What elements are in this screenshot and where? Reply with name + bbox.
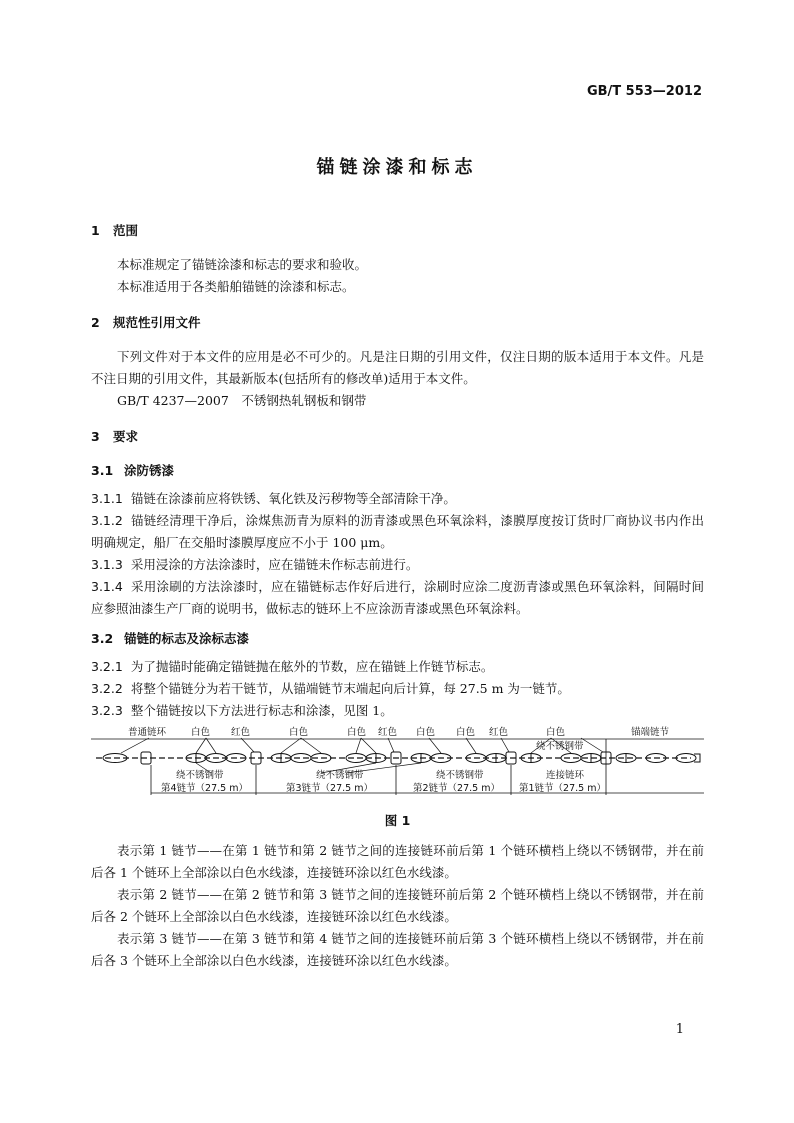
- label-shot-3: 第3链节（27.5 m）: [286, 783, 373, 794]
- paragraph: 表示第 1 链节——在第 1 链节和第 2 链节之间的连接链环前后第 1 个链环横档上绕以不锈钢带，并在前后各 1 个链环上全部涂以白色水线漆，连接链环涂以红色水线漆。: [91, 843, 704, 880]
- clause: 3.1.4 采用涂刷的方法涂漆时，应在锚链标志作好后进行，涂刷时应涂二度沥青漆或黑色环氧涂料，间隔时间应参照油漆生产厂商的说明书，做标志的链环上不应涂沥青漆或黑色环氧涂料。: [91, 579, 704, 616]
- page-number: 1: [675, 1022, 684, 1037]
- label-connecting-link: 连接链环: [546, 770, 585, 781]
- anchor-chain-marking-figure: [91, 725, 704, 800]
- section-1-heading: 1 范围: [91, 223, 139, 238]
- section-3-heading: 3 要求: [91, 429, 139, 444]
- clause: 3.2.1 为了抛锚时能确定锚链抛在舷外的节数，应在锚链上作链节标志。: [91, 659, 494, 674]
- section-3-1-heading: 3.1 涂防锈漆: [91, 463, 175, 478]
- section-3-2-heading: 3.2 锚链的标志及涂标志漆: [91, 631, 250, 646]
- paragraph: 本标准规定了锚链涂漆和标志的要求和验收。: [117, 257, 368, 272]
- paragraph: 下列文件对于本文件的应用是必不可少的。凡是注日期的引用文件，仅注日期的版本适用于本文件。凡是不注日期的引用文件，其最新版本(包括所有的修改单)适用于本文件。: [91, 349, 704, 386]
- clause: 3.1.1 锚链在涂漆前应将铁锈、氧化铁及污秽物等全部清除干净。: [91, 491, 456, 506]
- label-stainless-band: 绕不锈钢带: [176, 770, 224, 781]
- label-red: 红色: [231, 727, 251, 738]
- label-white: 白色: [546, 727, 566, 738]
- clause: 3.2.2 将整个锚链分为若干链节，从锚端链节末端起向后计算，每 27.5 m 为一链节。: [91, 681, 570, 696]
- document-title: 锚链涂漆和标志: [316, 157, 478, 178]
- section-2-heading: 2 规范性引用文件: [91, 315, 201, 330]
- label-stainless-band: 绕不锈钢带: [536, 741, 584, 752]
- label-white: 白色: [456, 727, 476, 738]
- label-anchor-end-shot: 锚端链节: [631, 727, 670, 738]
- label-red: 红色: [378, 727, 398, 738]
- paragraph: 本标准适用于各类船舶锚链的涂漆和标志。: [117, 279, 355, 294]
- standard-number: GB/T 553—2012: [586, 84, 702, 99]
- clause: 3.1.2 锚链经清理干净后，涂煤焦沥青为原料的沥青漆或黑色环氧涂料，漆膜厚度按订货时厂商协议书内作出明确规定，船厂在交船时漆膜厚度应不小于 100 μm。: [91, 513, 704, 550]
- label-shot-2: 第2链节（27.5 m）: [413, 783, 500, 794]
- clause: 3.2.3 整个锚链按以下方法进行标志和涂漆，见图 1。: [91, 703, 393, 718]
- figure-caption: 图 1: [384, 813, 411, 828]
- label-white: 白色: [416, 727, 436, 738]
- clause: 3.1.3 采用浸涂的方法涂漆时，应在锚链未作标志前进行。: [91, 557, 419, 572]
- paragraph: 表示第 2 链节——在第 2 链节和第 3 链节之间的连接链环前后第 2 个链环横档上绕以不锈钢带，并在前后各 2 个链环上全部涂以白色水线漆，连接链环涂以红色水线漆。: [91, 887, 704, 924]
- label-red: 红色: [489, 727, 509, 738]
- document-body: [91, 220, 704, 972]
- label-white: 白色: [289, 727, 309, 738]
- label-shot-4: 第4链节（27.5 m）: [161, 783, 248, 794]
- label-white: 白色: [347, 727, 367, 738]
- label-common-link: 普通链环: [128, 727, 167, 738]
- label-stainless-band: 绕不锈钢带: [316, 770, 364, 781]
- reference-item: GB/T 4237—2007 不锈钢热轧钢板和钢带: [117, 393, 367, 408]
- label-stainless-band: 绕不锈钢带: [436, 770, 484, 781]
- label-shot-1: 第1链节（27.5 m）: [519, 783, 606, 794]
- label-white: 白色: [191, 727, 211, 738]
- paragraph: 表示第 3 链节——在第 3 链节和第 4 链节之间的连接链环前后第 3 个链环横档上绕以不锈钢带，并在前后各 3 个链环上全部涂以白色水线漆，连接链环涂以红色水线漆。: [91, 931, 704, 968]
